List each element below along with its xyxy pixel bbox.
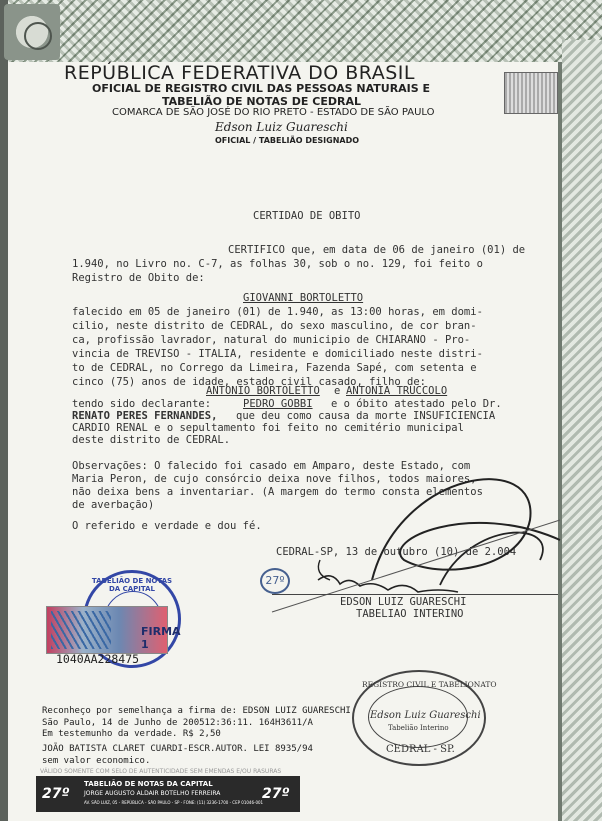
validity-notice: VÁLIDO SOMENTE COM SELO DE AUTENTICIDADE SEM EMENDAS E/OU RASURAS bbox=[40, 768, 282, 775]
recognition-line: JOÃO BATISTA CLARET CUARDI-ESCR.AUTOR. LEI 8935/94 bbox=[42, 744, 313, 754]
observation-line: de averbação) bbox=[72, 499, 155, 511]
details-line: cilio, neste distrito de CEDRAL, do sexo masculino, de cor bran- bbox=[72, 320, 477, 332]
signer-title: TABELIAO INTERINO bbox=[356, 608, 464, 620]
document-title: CERTIDAO DE OBITO bbox=[253, 210, 361, 222]
seal-number: 1 bbox=[141, 638, 149, 651]
office-heading-line1: OFICIAL DE REGISTRO CIVIL DAS PESSOAS NATURAIS E bbox=[92, 82, 431, 95]
details-line: to de CEDRAL, no Corrego da Limeira, Fazenda Sapé, com setenta e bbox=[72, 362, 477, 374]
officer-name: Edson Luiz Guareschi bbox=[215, 120, 348, 134]
declarant-label: tendo sido declarante: bbox=[72, 398, 212, 410]
seal-ring-text: TABELIÃO DE NOTAS DA CAPITAL bbox=[91, 577, 173, 593]
footer-office: TABELIÃO DE NOTAS DA CAPITAL bbox=[84, 780, 213, 788]
cause-line: deste distrito de CEDRAL. bbox=[72, 434, 231, 446]
signature-line bbox=[272, 594, 558, 595]
footer-logo-left: 27º bbox=[42, 786, 70, 802]
footer-address: AV. SÃO LUIZ, 05 - REPÚBLICA - SÃO PAULO - SP - FONE: (11) 3236-1700 - CEP 01046-001 bbox=[84, 800, 264, 805]
recognition-line: Reconheço por semelhança a firma de: EDSON LUIZ GUARESCHI bbox=[42, 706, 351, 716]
district-line: COMARCA DE SÃO JOSÉ DO RIO PRETO - ESTADO DE SÃO PAULO bbox=[112, 107, 435, 118]
cause-line: que deu como causa da morte INSUFICIENCIA bbox=[236, 410, 496, 422]
footer-person: JORGE AUGUSTO ALDAIR BOTELHO FERREIRA bbox=[84, 790, 221, 797]
observation-line: não deixa bens a inventariar. (A margem do termo consta elementos bbox=[72, 486, 483, 498]
doctor-name: RENATO PERES FERNANDES, bbox=[72, 410, 218, 422]
authenticity-hologram-seal bbox=[46, 606, 181, 654]
deceased-name: GIOVANNI BORTOLETTO bbox=[243, 292, 364, 304]
details-line: falecido em 05 de janeiro (01) de 1.940, as 13:00 horas, em domi- bbox=[72, 306, 483, 318]
parents-join: e bbox=[334, 385, 341, 397]
observation-line: Observações: O falecido foi casado em Amparo, deste Estado, com bbox=[72, 460, 471, 472]
body-line: CERTIFICO que, em data de 06 de janeiro (01) de bbox=[228, 244, 526, 256]
country-heading: REPÚBLICA FEDERATIVA DO BRASIL bbox=[64, 62, 415, 84]
officer-title: OFICIAL / TABELIÃO DESIGNADO bbox=[215, 136, 360, 145]
registry-oval-stamp bbox=[352, 670, 497, 766]
observation-line: Maria Peron, de cujo consórcio deixa nove filhos, todos maiores, bbox=[72, 473, 477, 485]
footer-logo-right: 27º bbox=[262, 786, 290, 802]
oval-city: CEDRAL - SP. bbox=[386, 744, 455, 755]
cause-line: CARDIO RENAL e o sepultamento foi feito no cemitério municipal bbox=[72, 422, 464, 434]
closing-statement: O referido e verdade e dou fé. bbox=[72, 520, 262, 532]
office-heading-line2: TABELIÃO DE NOTAS DE CEDRAL bbox=[162, 95, 361, 108]
mother-name: ANTONIA TRUCCOLO bbox=[346, 385, 448, 397]
seal-serial: 1040AA228475 bbox=[56, 652, 140, 666]
details-line: cinco (75) anos de idade, estado civil casado, filho de: bbox=[72, 376, 427, 388]
details-line: vincia de TREVISO - ITALIA, residente e domiciliado neste distri- bbox=[72, 348, 483, 360]
details-line: ca, profissão lavrador, natural do municipio de CHIARANO - Pro- bbox=[72, 334, 471, 346]
declarant-name: PEDRO GOBBI bbox=[243, 398, 313, 410]
recognition-line: sem valor economico. bbox=[42, 756, 151, 766]
recognition-line: São Paulo, 14 de Junho de 200512:36:11. 164H3611/A bbox=[42, 718, 313, 728]
place-date: CEDRAL-SP, 13 de outubro (10) de 2.004 bbox=[276, 546, 517, 558]
declarant-tail: e o óbito atestado pelo Dr. bbox=[331, 398, 502, 410]
father-name: ANTONIO BORTOLETTO bbox=[206, 385, 320, 397]
signer-name: EDSON LUIZ GUARESCHI bbox=[340, 596, 467, 608]
notary-footer-band bbox=[36, 776, 300, 812]
body-line: 1.940, no Livro no. C-7, as folhas 30, sob o no. 129, foi feito o bbox=[72, 258, 483, 270]
oval-role: Tabelião Interino bbox=[388, 724, 449, 732]
office-number-stamp: 27º bbox=[260, 568, 290, 594]
oval-top-text: REGISTRO CIVIL E TABELIONATO bbox=[362, 680, 497, 689]
seal-label: FIRMA bbox=[141, 625, 181, 638]
body-line: Registro de Obito de: bbox=[72, 272, 205, 284]
oval-name: Edson Luiz Guareschi bbox=[370, 710, 481, 721]
recognition-line: Em testemunho da verdade. R$ 2,50 bbox=[42, 729, 221, 739]
